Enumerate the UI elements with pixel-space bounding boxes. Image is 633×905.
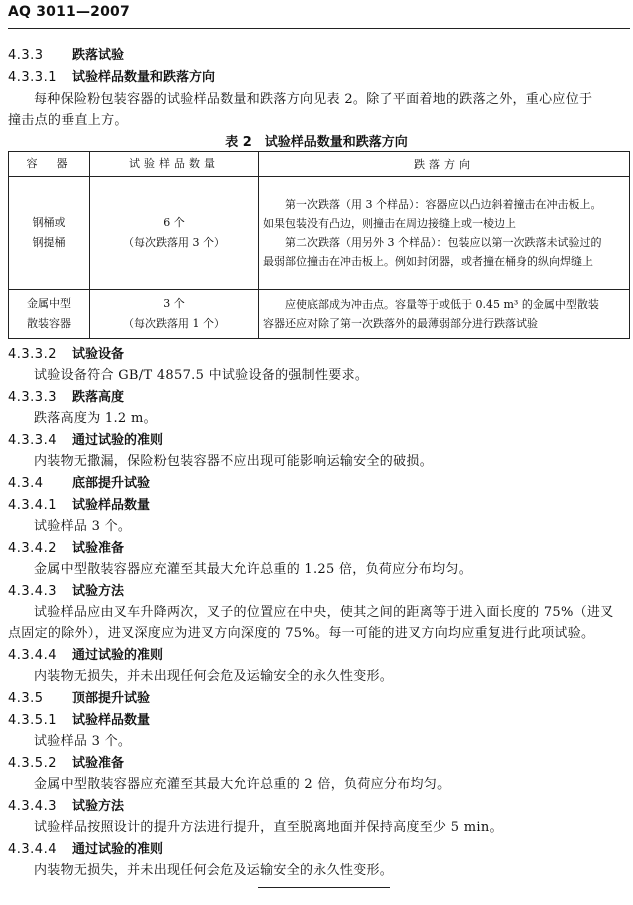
section-number: 4.3.3.4 — [8, 433, 57, 448]
section-number: 4.3.4.1 — [8, 498, 57, 513]
section-number: 4.3.3.2 — [8, 347, 57, 362]
header-container: 容 器 — [9, 152, 90, 177]
header-rule — [8, 28, 630, 29]
cell-line: 金属中型 — [27, 297, 71, 310]
header-sample-count: 试验样品数量 — [90, 152, 259, 177]
section-number: 4.3.4.3 — [8, 584, 57, 599]
section-title: 试验方法 — [72, 584, 125, 599]
end-of-text-rule — [258, 887, 390, 888]
section-number: 4.3.4.4 — [8, 842, 57, 857]
section-title: 试验样品数量和跌落方向 — [72, 70, 216, 85]
paragraph-4-3-3-3: 跌落高度为 1.2 m。 — [34, 411, 157, 426]
cell-line: 应使底部成为冲击点。容量等于或低于 0.45 m³ 的金属中型散装 — [285, 298, 599, 311]
cell-line: 3 个 — [163, 297, 185, 310]
section-title: 通过试验的准则 — [72, 433, 164, 448]
paragraph-4-3-3-1-line2: 撞击点的垂直上方。 — [8, 113, 128, 128]
cell-line: 钢桶或 — [32, 216, 66, 229]
paragraph-4-3-4-2: 金属中型散装容器应充灌至其最大允许总重的 1.25 倍，负荷应分布均匀。 — [34, 562, 473, 577]
heading-4-3-3-2 — [8, 343, 124, 362]
section-number: 4.3.3 — [8, 48, 44, 63]
paragraph-4-3-5-2: 金属中型散装容器应充灌至其最大允许总重的 2 倍，负荷应分布均匀。 — [34, 777, 451, 792]
paragraph-4-3-5-3: 试验样品按照设计的提升方法进行提升，直至脱离地面并保持高度至少 5 min。 — [34, 820, 503, 835]
cell-container — [9, 290, 90, 339]
heading-4-3-4-1 — [8, 494, 150, 513]
cell-line: （每次跌落用 3 个） — [123, 236, 225, 249]
heading-4-3-3 — [8, 44, 124, 63]
cell-line: 容器还应对除了第一次跌落外的最薄弱部分进行跌落试验 — [263, 317, 538, 330]
section-title: 底部提升试验 — [72, 476, 151, 491]
cell-line: 第二次跌落（用另外 3 个样品）：包装应以第一次跌落未试验过的 — [285, 236, 602, 249]
heading-4-3-4-3 — [8, 580, 124, 599]
heading-4-3-4-4 — [8, 644, 163, 663]
header-drop-direction: 跌落方向 — [259, 152, 630, 177]
paragraph-4-3-3-1-line1: 每种保险粉包装容器的试验样品数量和跌落方向见表 2。除了平面着地的跌落之外，重心应位于 — [34, 92, 593, 107]
heading-4-3-4 — [8, 472, 150, 491]
section-number: 4.3.5 — [8, 691, 44, 706]
section-title: 试验准备 — [72, 541, 125, 556]
section-number: 4.3.3.1 — [8, 70, 57, 85]
section-number: 4.3.4.4 — [8, 648, 57, 663]
heading-4-3-3-3 — [8, 386, 124, 405]
paragraph-4-3-4-4: 内装物无损失，并未出现任何会危及运输安全的永久性变形。 — [34, 669, 394, 684]
table-row — [9, 290, 630, 339]
cell-line: （每次跌落用 1 个） — [123, 317, 225, 330]
paragraph-4-3-3-4: 内装物无撒漏，保险粉包装容器不应出现可能影响运输安全的破损。 — [34, 454, 434, 469]
section-number: 4.3.4 — [8, 476, 44, 491]
cell-drop-direction — [259, 177, 630, 290]
heading-4-3-5-3 — [8, 795, 124, 814]
paragraph-4-3-4-3-line1: 试验样品应由叉车升降两次，叉子的位置应在中央，使其之间的距离等于进入面长度的 75%（进叉 — [34, 605, 614, 620]
paragraph-4-3-5-1: 试验样品 3 个。 — [34, 734, 132, 749]
section-title: 跌落高度 — [72, 390, 125, 405]
cell-drop-direction — [259, 290, 630, 339]
section-title: 通过试验的准则 — [72, 842, 164, 857]
section-title: 试验样品数量 — [72, 498, 151, 513]
heading-4-3-4-2 — [8, 537, 124, 556]
cell-line: 最弱部位撞击在冲击板上。例如封闭器，或者撞在桶身的纵向焊缝上 — [263, 255, 593, 268]
paragraph-4-3-5-4: 内装物无损失，并未出现任何会危及运输安全的永久性变形。 — [34, 863, 394, 878]
heading-4-3-3-1 — [8, 66, 215, 85]
cell-line: 钢提桶 — [32, 236, 66, 249]
section-title: 试验样品数量 — [72, 713, 151, 728]
section-title: 顶部提升试验 — [72, 691, 151, 706]
heading-4-3-5 — [8, 687, 150, 706]
table-header-row — [9, 152, 630, 177]
section-number: 4.3.5.2 — [8, 756, 57, 771]
section-title: 通过试验的准则 — [72, 648, 164, 663]
cell-sample-count — [90, 177, 259, 290]
table-row — [9, 177, 630, 290]
heading-4-3-5-4 — [8, 838, 163, 857]
table-caption: 表 2 试验样品数量和跌落方向 — [225, 135, 408, 150]
cell-sample-count — [90, 290, 259, 339]
section-number: 4.3.5.1 — [8, 713, 57, 728]
section-number: 4.3.4.3 — [8, 799, 57, 814]
paragraph-4-3-4-3-line2: 点固定的除外），进叉深度应为进叉方向深度的 75%。每一可能的进叉方向均应重复进行此项试验。 — [8, 626, 595, 641]
paragraph-4-3-4-1: 试验样品 3 个。 — [34, 519, 132, 534]
drop-test-table — [8, 151, 630, 339]
section-number: 4.3.4.2 — [8, 541, 57, 556]
section-title: 试验准备 — [72, 756, 125, 771]
section-title: 跌落试验 — [72, 48, 125, 63]
cell-line: 散装容器 — [27, 317, 71, 330]
section-title: 试验方法 — [72, 799, 125, 814]
standard-code-header: AQ 3011—2007 — [8, 4, 130, 20]
cell-container — [9, 177, 90, 290]
section-title: 试验设备 — [72, 347, 125, 362]
cell-line: 第一次跌落（用 3 个样品）：容器应以凸边斜着撞击在冲击板上。 — [285, 198, 602, 211]
paragraph-4-3-3-2: 试验设备符合 GB/T 4857.5 中试验设备的强制性要求。 — [34, 368, 369, 383]
heading-4-3-5-2 — [8, 752, 124, 771]
heading-4-3-3-4 — [8, 429, 163, 448]
cell-line: 6 个 — [163, 216, 185, 229]
heading-4-3-5-1 — [8, 709, 150, 728]
section-number: 4.3.3.3 — [8, 390, 57, 405]
cell-line: 如果包装没有凸边，则撞击在周边接缝上或一棱边上 — [263, 217, 516, 230]
